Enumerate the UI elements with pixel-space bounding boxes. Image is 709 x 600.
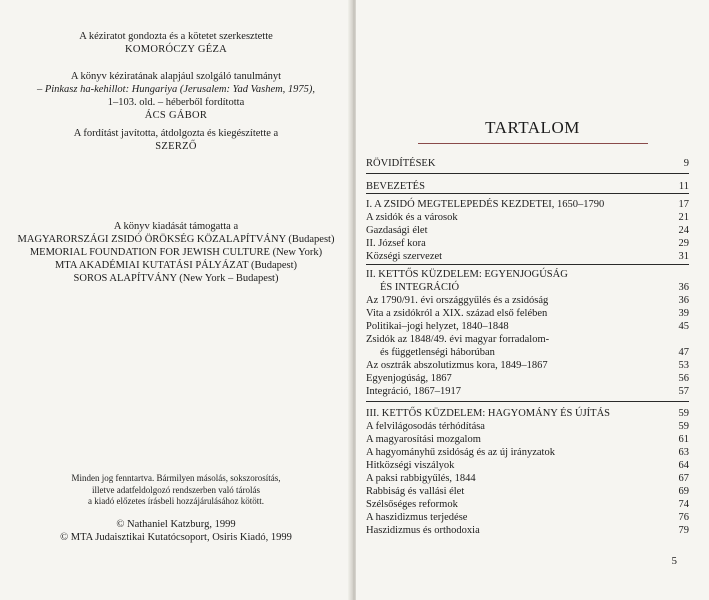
toc-entry-title: Községi szervezet — [366, 251, 443, 262]
toc-entry-page — [669, 334, 689, 347]
right-page — [356, 0, 709, 600]
sponsors-block — [0, 220, 352, 285]
toc-entry — [366, 347, 689, 360]
toc-divider — [366, 401, 689, 402]
editor-name: KOMORÓCZY GÉZA — [124, 44, 228, 55]
toc-entry-title: II. József kora — [366, 238, 426, 249]
toc-entry-page: 17 — [678, 199, 689, 210]
toc-entry — [366, 408, 689, 421]
toc-entry-page — [669, 269, 689, 282]
copyright-line: © Nathaniel Katzburg, 1999 — [116, 519, 236, 530]
toc-entry — [366, 321, 689, 334]
rights-notice — [0, 473, 352, 508]
toc-entry-title: Vita a zsidókról a XIX. század első felében — [366, 308, 548, 319]
toc-entry-page: 57 — [678, 386, 689, 397]
toc-entry — [366, 199, 689, 212]
toc-entry — [366, 486, 689, 499]
toc-entry-title: Egyenjogúság, 1867 — [366, 373, 452, 384]
toc-entry-page: 56 — [678, 373, 689, 384]
toc-entry-page: 74 — [678, 499, 689, 510]
page-number: 5 — [671, 555, 677, 567]
sponsor-item: MTA AKADÉMIAI KUTATÁSI PÁLYÁZAT (Budapest) — [54, 260, 298, 271]
sponsors-intro: A könyv kiadását támogatta a — [113, 221, 239, 232]
editor-credit-line: A kéziratot gondozta és a kötetet szerkesztette — [79, 31, 273, 42]
toc-entry-title: A hagyományhű zsidóság és az új irányzatok — [366, 447, 555, 458]
toc-entry — [366, 212, 689, 225]
toc-entry-page: 59 — [678, 421, 689, 432]
toc-entry-title: A zsidók és a városok — [366, 212, 458, 223]
toc-entry — [366, 525, 689, 538]
toc-entry-title: Haszidizmus és orthodoxia — [366, 525, 480, 536]
copyright-notice — [0, 518, 352, 544]
toc-entry — [366, 295, 689, 308]
toc-entry-page: 76 — [678, 512, 689, 523]
toc-entry — [366, 158, 689, 171]
toc-entry-page: 61 — [678, 434, 689, 445]
toc-entry-page: 79 — [678, 525, 689, 536]
toc-entry-page: 21 — [678, 212, 689, 223]
toc-entry-title: és függetlenségi háborúban — [380, 347, 495, 358]
source-title: – Pinkasz ha-kehillot: Hungariya (Jerusalem: Yad Vashem, 1975), — [36, 84, 316, 95]
toc-entry — [366, 225, 689, 238]
toc-entry — [366, 373, 689, 386]
left-page — [0, 0, 352, 600]
toc-entry-page: 39 — [678, 308, 689, 319]
toc-entry — [366, 282, 689, 295]
toc-entry-title: RÖVIDÍTÉSEK — [366, 158, 436, 169]
toc-entry-title: Hitközségi viszályok — [366, 460, 455, 471]
toc-entry — [366, 181, 689, 194]
revision-credit — [0, 127, 352, 153]
toc-entry-title: A paksi rabbigyűlés, 1844 — [366, 473, 476, 484]
toc-entry-title: A haszidizmus terjedése — [366, 512, 468, 523]
rights-line: a kiadó előzetes írásbeli hozzájárulásához kötött. — [88, 496, 264, 506]
toc-entry — [366, 386, 689, 399]
sponsor-item: SOROS ALAPÍTVÁNY (New York – Budapest) — [73, 273, 279, 284]
toc-entry-page: 67 — [678, 473, 689, 484]
toc-entry-title: III. KETTŐS KÜZDELEM: HAGYOMÁNY ÉS ÚJÍTÁS — [366, 408, 611, 419]
toc-entry — [366, 308, 689, 321]
toc-entry-page: 47 — [678, 347, 689, 358]
toc-entry-title: Gazdasági élet — [366, 225, 428, 236]
toc-entry — [366, 460, 689, 473]
toc-divider — [366, 173, 689, 174]
toc-entry-title: I. A ZSIDÓ MEGTELEPEDÉS KEZDETEI, 1650–1790 — [366, 199, 605, 210]
toc-entry-title: ÉS INTEGRÁCIÓ — [380, 282, 460, 293]
toc-entry — [366, 251, 689, 264]
toc-entry-title: BEVEZETÉS — [366, 181, 425, 192]
toc-title: TARTALOM — [485, 118, 580, 137]
toc-entry-page: 24 — [678, 225, 689, 236]
source-credit — [0, 70, 352, 122]
toc-divider — [366, 264, 689, 265]
toc-entry-page: 31 — [678, 251, 689, 262]
toc-entry — [366, 512, 689, 525]
toc-entry-page: 59 — [678, 408, 689, 419]
toc-entry — [366, 238, 689, 251]
source-credit-line: A könyv kéziratának alapjául szolgáló tanulmányt — [70, 71, 282, 82]
toc-divider — [366, 193, 689, 194]
rights-line: Minden jog fenntartva. Bármilyen másolás, sokszorosítás, — [71, 473, 281, 483]
revision-author: SZERZŐ — [155, 141, 197, 152]
toc-entry-title: Az 1790/91. évi országgyűlés és a zsidóság — [366, 295, 549, 306]
toc-entry-page: 53 — [678, 360, 689, 371]
toc-entry-page: 45 — [678, 321, 689, 332]
toc-entry-title: Zsidók az 1848/49. évi magyar forradalom- — [366, 334, 550, 345]
toc-entry-title: Integráció, 1867–1917 — [366, 386, 462, 397]
copyright-line: © MTA Judaisztikai Kutatócsoport, Osiris Kiadó, 1999 — [60, 532, 292, 543]
toc-entry-title: Szélsőséges reformok — [366, 499, 458, 510]
source-translation-line: 1–103. old. – héberből fordította — [107, 97, 245, 108]
toc-entry — [366, 473, 689, 486]
toc-entry — [366, 447, 689, 460]
toc-entry — [366, 269, 689, 282]
toc-entry-title: Politikai–jogi helyzet, 1840–1848 — [366, 321, 509, 332]
toc-entry — [366, 434, 689, 447]
toc-entry-page: 69 — [678, 486, 689, 497]
toc-entry-title: Rabbiság és vallási élet — [366, 486, 465, 497]
toc-entry — [366, 499, 689, 512]
toc-entry-page: 64 — [678, 460, 689, 471]
toc-entry-page: 36 — [678, 295, 689, 306]
toc-entry-page: 63 — [678, 447, 689, 458]
toc-entry-page: 29 — [678, 238, 689, 249]
toc-entry — [366, 334, 689, 347]
toc-entry — [366, 360, 689, 373]
toc-title-rule — [418, 143, 648, 144]
translator-name: ÁCS GÁBOR — [144, 110, 208, 121]
sponsor-item: MEMORIAL FOUNDATION FOR JEWISH CULTURE (New York) — [29, 247, 323, 258]
toc-entry — [366, 421, 689, 434]
toc-entry-title: A magyarosítási mozgalom — [366, 434, 481, 445]
rights-line: illetve adatfeldolgozó rendszerben való tárolás — [92, 484, 260, 495]
toc-entry-title: II. KETTŐS KÜZDELEM: EGYENJOGÚSÁG — [366, 269, 568, 280]
toc-entry-page: 11 — [678, 181, 689, 192]
toc-entry-title: Az osztrák abszolutizmus kora, 1849–1867 — [366, 360, 548, 371]
toc-entry-title: A felvilágosodás térhódítása — [366, 421, 485, 432]
toc-entry-page: 9 — [683, 158, 689, 169]
editor-credit — [0, 30, 352, 56]
toc-entry-page: 36 — [678, 282, 689, 293]
sponsor-item: MAGYARORSZÁGI ZSIDÓ ÖRÖKSÉG KÖZALAPÍTVÁNY (Budapest) — [17, 234, 335, 245]
revision-credit-line: A fordítást javította, átdolgozta és kiegészítette a — [73, 128, 279, 139]
